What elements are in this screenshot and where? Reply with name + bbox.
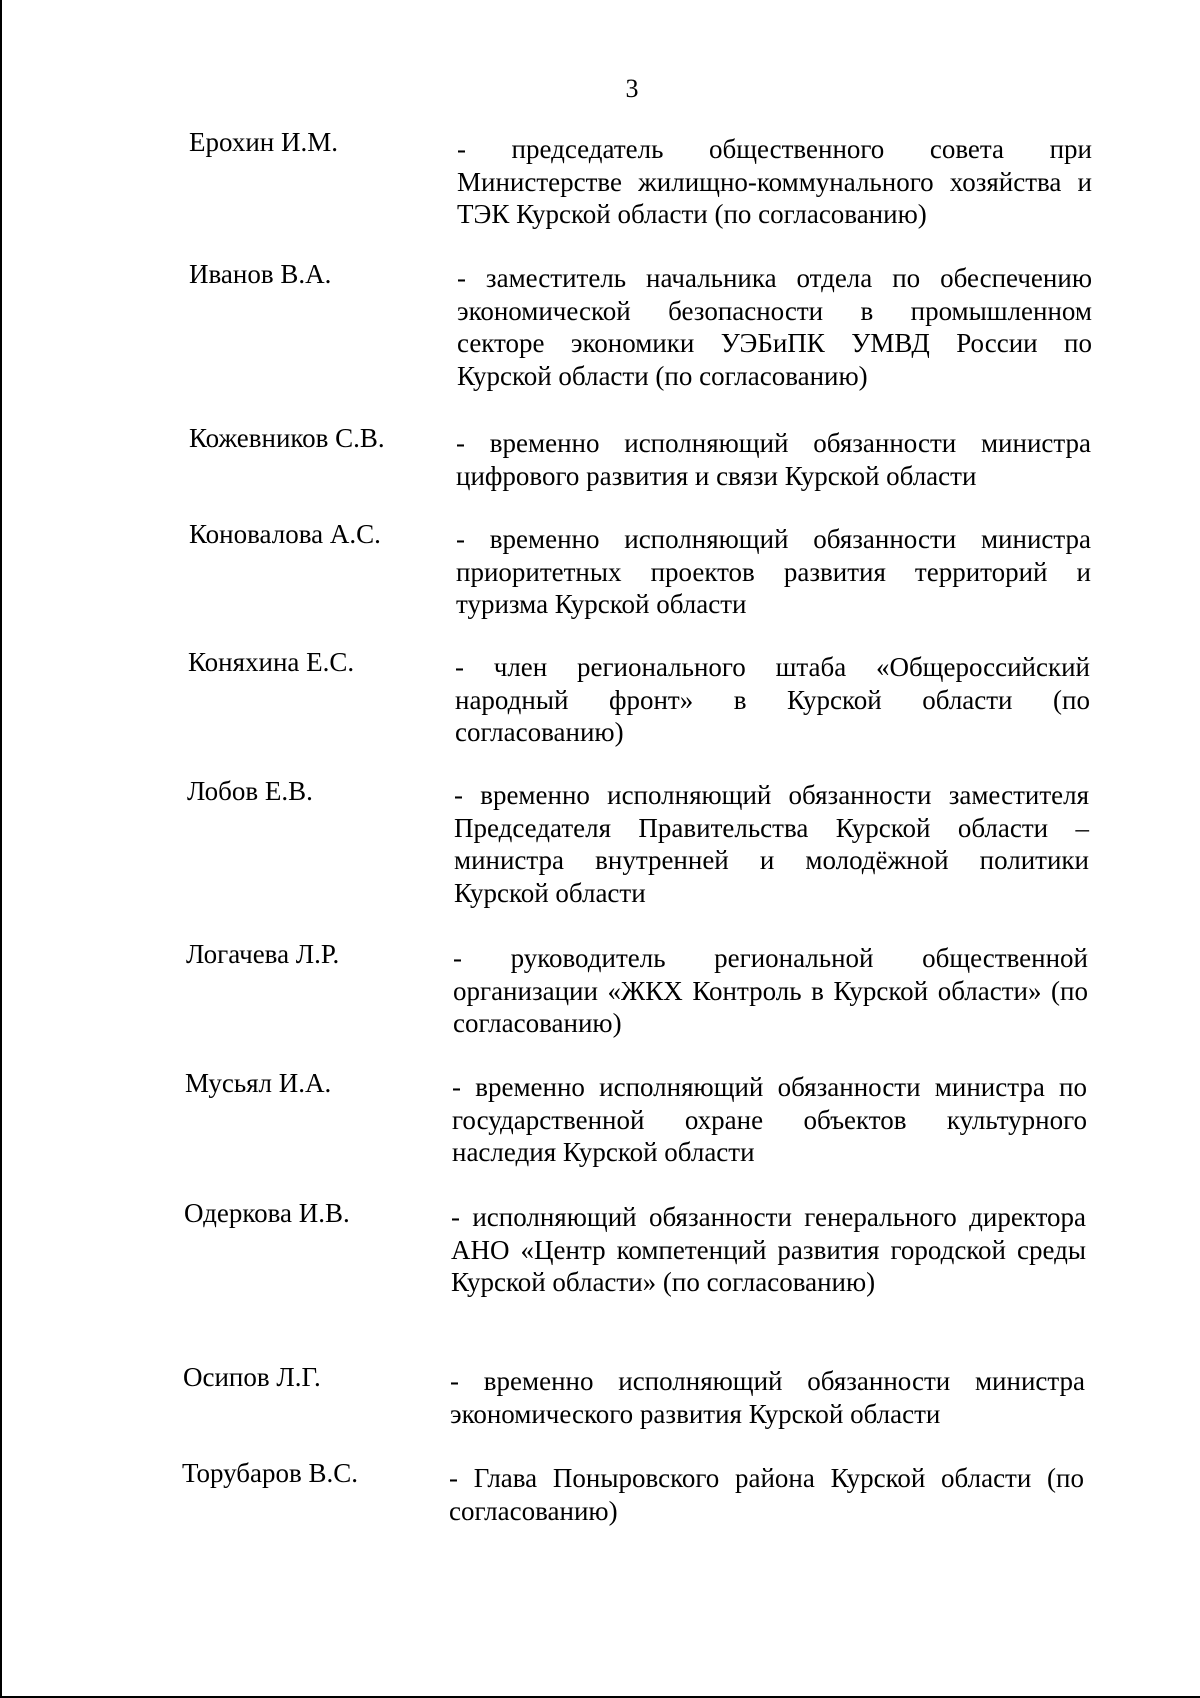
person-position: - председатель общественного совета при Министерстве жилищно-коммунального хозяйства и ТЭК Курской области (по согласованию)	[457, 134, 1092, 229]
person-name: Логачева Л.Р.	[186, 939, 340, 969]
person-name: Иванов В.А.	[189, 259, 332, 289]
person-name: Мусьял И.А.	[185, 1068, 332, 1098]
person-position: - руководитель региональной общественной организации «ЖКХ Контроль в Курской области» (по согласованию)	[453, 943, 1088, 1038]
person-position: - исполняющий обязанности генерального директора АНО «Центр компетенций развития городской среды Курской области» (по согласованию)	[451, 1202, 1086, 1297]
person-name: Кожевников С.В.	[189, 423, 385, 453]
person-name: Одеркова И.В.	[184, 1198, 350, 1228]
person-position: - временно исполняющий обязанности заместителя Председателя Правительства Курской области – министра внутренней и молодёжной политики Курской области	[454, 780, 1089, 908]
person-position: - временно исполняющий обязанности министра цифрового развития и связи Курской области	[456, 428, 1091, 491]
person-name: Коняхина Е.С.	[188, 647, 355, 677]
person-name: Осипов Л.Г.	[183, 1362, 321, 1392]
scan-edge-left	[0, 0, 2, 1698]
person-name: Лобов Е.В.	[187, 776, 313, 806]
person-name: Коновалова А.С.	[189, 519, 381, 549]
person-position: - Глава Поныровского района Курской области (по согласованию)	[449, 1463, 1084, 1526]
person-name: Торубаров В.С.	[182, 1458, 358, 1488]
person-name: Ерохин И.М.	[189, 127, 338, 157]
person-position: - заместитель начальника отдела по обеспечению экономической безопасности в промышленном секторе экономики УЭБиПК УМВД России по Курской области (по согласованию)	[457, 263, 1092, 391]
person-position: - временно исполняющий обязанности министра по государственной охране объектов культурного наследия Курской области	[452, 1072, 1087, 1167]
person-position: - временно исполняющий обязанности министра экономического развития Курской области	[450, 1366, 1085, 1429]
person-position: - член регионального штаба «Общероссийский народный фронт» в Курской области (по согласованию)	[455, 652, 1090, 747]
page-number: 3	[625, 74, 639, 103]
person-position: - временно исполняющий обязанности министра приоритетных проектов развития территорий и туризма Курской области	[456, 524, 1091, 619]
